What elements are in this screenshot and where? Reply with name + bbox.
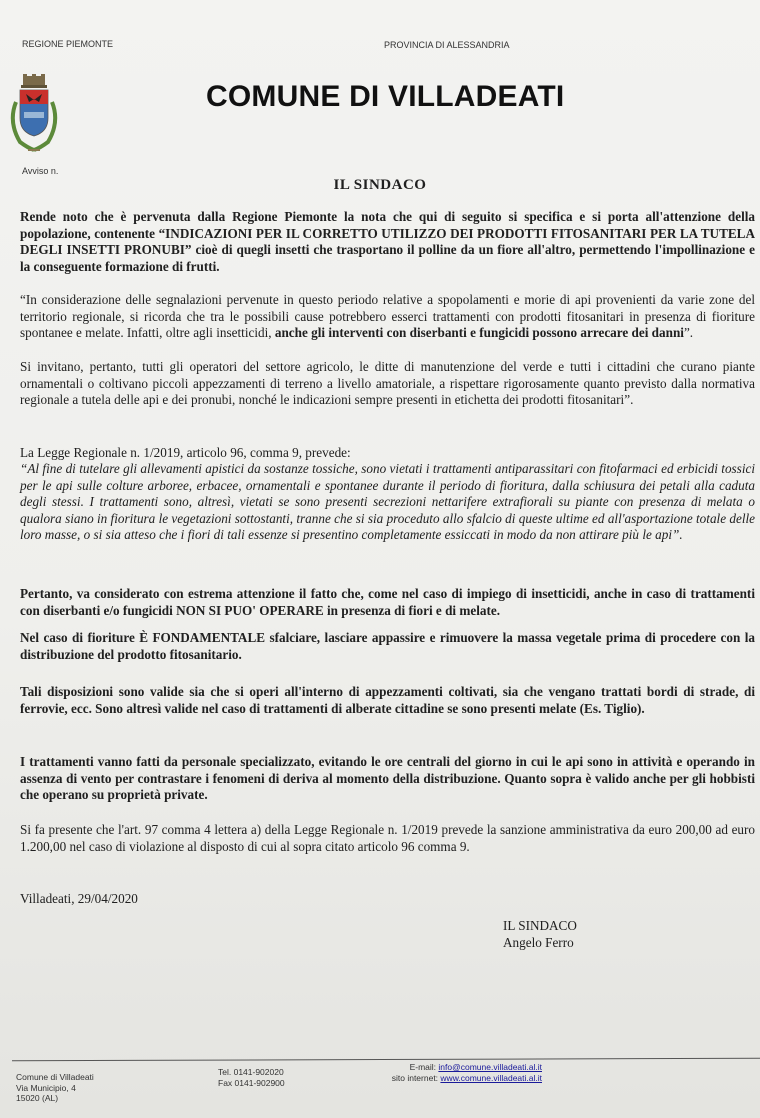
- consid-text-bold: anche gli interventi con diserbanti e fungicidi possono arrecare dei danni: [274, 325, 684, 341]
- footer-address-line2: Via Municipio, 4: [16, 1082, 76, 1093]
- paragraph-considerazione: [20, 292, 755, 342]
- intro-text-b: “INDICAZIONI PER IL CORRETTO UTILIZZO DEI PRODOTTI FITOSANITARI PER LA TUTELA DEGLI INSETTI PRONUBI”: [20, 225, 755, 258]
- paragraph-fioriture: Nel caso di fioriture È FONDAMENTALE sfalciare, lasciare appassire e rimuovere la massa vegetale prima di procedere con la distribuzione del prodotto fitosanitario.: [20, 630, 755, 662]
- sindaco-heading: IL SINDACO: [333, 177, 427, 193]
- paragraph-disposizioni: Tali disposizioni sono valide sia che si operi all'interno di appezzamenti coltivati, sia che vengano trattati bordi di strade, di ferrovie, ecc. Sono altresì valide nel caso di trattamenti di alberate cittadine se sono presenti melate (Es. Tiglio).: [20, 684, 755, 716]
- paragraph-trattamenti: I trattamenti vanno fatti da personale specializzato, evitando le ore centrali del giorno in cui le api sono in attività e operando in assenza di vento per contrastare i fenomeni di deriva al momento della distribuzione. Quanto sopra è valido anche per gli hobbisti che operano su proprietà private.: [20, 754, 755, 803]
- footer-address-line3: 15020 (AL): [16, 1093, 59, 1103]
- consid-text-c: ”.: [683, 325, 694, 341]
- footer-web-link[interactable]: www.comune.villadeati.al.it: [440, 1072, 542, 1083]
- region-label: REGIONE PIEMONTE: [22, 39, 114, 49]
- footer-fax: Fax 0141-902900: [218, 1077, 285, 1088]
- intro-text-c: cioè di quegli insetti che trasportano il polline da un fiore all'altro, permettendo l'impollinazione e la conseguente formazione di frutti.: [20, 242, 755, 274]
- notice-number-label: Avviso n.: [22, 166, 59, 176]
- page-title: COMUNE DI VILLADEATI: [206, 80, 565, 113]
- footer-tel: Tel. 0141-902020: [218, 1067, 284, 1077]
- province-label: PROVINCIA DI ALESSANDRIA: [384, 40, 510, 50]
- footer-phones: [218, 1067, 285, 1088]
- paragraph-sanzione: Si fa presente che l'art. 97 comma 4 lettera a) della Legge Regionale n. 1/2019 prevede la sanzione amministrativa da euro 200,00 ad euro 1.200,00 nel caso di violazione al disposto di cui al sopra citato articolo 96 comma 9.: [20, 822, 755, 854]
- document-date: Villadeati, 29/04/2020: [20, 891, 138, 906]
- footer-contacts: [368, 1062, 542, 1083]
- footer-address: [16, 1072, 94, 1104]
- consid-text-a: “In considerazione delle segnalazioni pervenute in questo periodo relative a spopolamenti e morie di api provenienti da varie zone del territorio regionale, si ricorda che tra le possibili cause potrebbero esserci trattamenti con prodotti fitosanitari in presenza di fioriture spontanee e melate. Infatti, oltre agli insetticidi,: [20, 292, 755, 341]
- footer-address-line1: Comune di Villadeati: [16, 1072, 94, 1082]
- paragraph-invito: Si invitano, pertanto, tutti gli operatori del settore agricolo, le ditte di manutenzione del verde e tutti i cittadini che curano piante ornamentali o coltivano piccoli appezzamenti di terreno a livello amatoriale, a rispettare rigorosamente quanto previsto dalla normativa regionale a tutela delle api e dei pronubi, nonché le indicazioni sempre presenti in etichetta dei prodotti fitosanitari”.: [20, 359, 755, 408]
- signature-name: Angelo Ferro: [503, 935, 574, 950]
- paragraph-pertanto: Pertanto, va considerato con estrema attenzione il fatto che, come nel caso di impiego di insetticidi, anche in caso di trattamenti con diserbanti e/o fungicidi NON SI PUO' OPERARE in presenza di fiori e di melate.: [20, 586, 755, 618]
- footer-divider: [12, 1058, 760, 1062]
- signature-block: [503, 917, 577, 951]
- signature-role: IL SINDACO: [503, 918, 577, 933]
- paragraph-intro: [20, 209, 755, 275]
- footer-email-label: E-mail:: [409, 1062, 437, 1072]
- footer-email-link[interactable]: info@comune.villadeati.al.it: [438, 1062, 542, 1072]
- paragraph-legge-intro: La Legge Regionale n. 1/2019, articolo 96, comma 9, prevede:: [20, 445, 351, 460]
- intro-text-a: Rende noto che è pervenuta dalla Regione Piemonte la nota che qui di seguito si specifica e si porta all'attenzione della popolazione, contenente: [20, 209, 755, 241]
- municipal-crest-icon: [6, 72, 62, 158]
- paragraph-legge-quote: “Al fine di tutelare gli allevamenti apistici da sostanze tossiche, sono vietati i trattamenti antiparassitari con fitofarmaci ed erbicidi tossici per le api sulle colture arboree, erbacee, ornamentali e spontanee durante il periodo di fioritura, dalla schiusura dei petali alla caduta degli stessi. I trattamenti sono, altresì, vietati se sono presenti secrezioni nettarifere extrafiorali su piante con presenza di melata o qualora siano in fioritura le vegetazioni sottostanti, tranne che si sia proceduto allo sfalcio di queste ultime ed all'asportazione totale delle loro masse, o si sia atteso che i fiori di tali essenze si presentino completamente essiccati in modo da non attirare più le api”.: [20, 461, 755, 543]
- footer-web-label: sito internet:: [391, 1072, 439, 1083]
